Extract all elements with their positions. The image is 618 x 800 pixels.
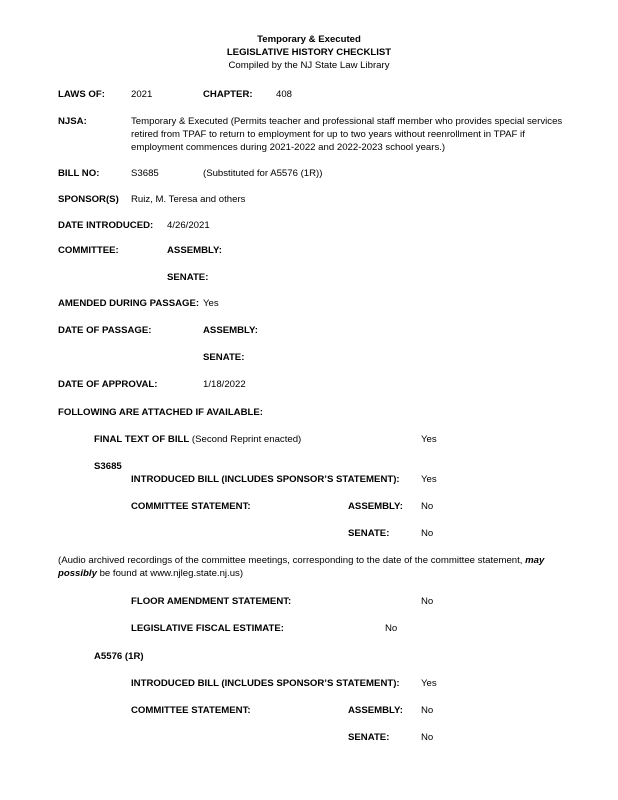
njsa-label: NJSA:: [58, 116, 87, 127]
njsa-line2: retired from TPAF to return to employment for up to two years without reenrollment in TPAF if: [131, 129, 525, 140]
s3685-committee-label: COMMITTEE STATEMENT:: [131, 501, 251, 512]
s3685-heading: S3685: [94, 461, 122, 472]
njsa-line3: employment commences during 2021-2022 and 2022-2023 school years.): [131, 142, 446, 153]
date-introduced-label: DATE INTRODUCED:: [58, 220, 154, 231]
s3685-senate-value: No: [421, 528, 434, 539]
s3685-introduced-value: Yes: [421, 474, 437, 485]
doc-title-line2: LEGISLATIVE HISTORY CHECKLIST: [226, 47, 392, 58]
chapter-value: 408: [276, 89, 293, 100]
passage-senate-label: SENATE:: [203, 352, 245, 363]
attached-heading: FOLLOWING ARE ATTACHED IF AVAILABLE:: [58, 407, 263, 418]
a5576-senate-value: No: [421, 732, 434, 743]
committee-senate-label: SENATE:: [167, 272, 209, 283]
s3685-senate-label: SENATE:: [348, 528, 390, 539]
a5576-committee-label: COMMITTEE STATEMENT:: [131, 705, 251, 716]
fiscal-estimate-label: LEGISLATIVE FISCAL ESTIMATE:: [131, 623, 284, 634]
audio-note-possibly: possibly: [58, 568, 97, 579]
date-introduced-value: 4/26/2021: [167, 220, 210, 231]
final-text-row: [94, 434, 301, 446]
date-of-passage-label: DATE OF PASSAGE:: [58, 325, 152, 336]
laws-of-value: 2021: [131, 89, 153, 100]
floor-amendment-value: No: [421, 596, 434, 607]
njsa-line1: Temporary & Executed (Permits teacher and professional staff member who provides special services: [131, 116, 563, 127]
amended-value: Yes: [203, 298, 219, 309]
final-text-value: Yes: [421, 434, 437, 445]
audio-note-text1: (Audio archived recordings of the committee meetings, corresponding to the date of the committee statement,: [58, 555, 526, 566]
a5576-introduced-value: Yes: [421, 678, 437, 689]
s3685-assembly-value: No: [421, 501, 434, 512]
final-text-note: (Second Reprint enacted): [191, 434, 302, 445]
date-of-approval-label: DATE OF APPROVAL:: [58, 379, 158, 390]
audio-note-may: may: [525, 555, 545, 566]
chapter-label: CHAPTER:: [203, 89, 253, 100]
a5576-assembly-label: ASSEMBLY:: [348, 705, 403, 716]
laws-of-label: LAWS OF:: [58, 89, 105, 100]
a5576-heading: A5576 (1R): [94, 651, 144, 662]
sponsors-value: Ruiz, M. Teresa and others: [131, 194, 246, 205]
audio-note-text2: be found at www.njleg.state.nj.us): [96, 568, 244, 579]
s3685-introduced-label: INTRODUCED BILL (INCLUDES SPONSOR’S STATEMENT):: [131, 474, 400, 485]
final-text-label: FINAL TEXT OF BILL: [94, 434, 190, 445]
a5576-introduced-label: INTRODUCED BILL (INCLUDES SPONSOR’S STATEMENT):: [131, 678, 400, 689]
s3685-assembly-label: ASSEMBLY:: [348, 501, 403, 512]
audio-note-line1: [58, 555, 544, 567]
amended-label: AMENDED DURING PASSAGE:: [58, 298, 200, 309]
bill-no-label: BILL NO:: [58, 168, 100, 179]
date-of-approval-value: 1/18/2022: [203, 379, 246, 390]
fiscal-estimate-value: No: [385, 623, 398, 634]
committee-assembly-label: ASSEMBLY:: [167, 245, 222, 256]
sponsors-label: SPONSOR(S): [58, 194, 119, 205]
doc-subtitle: Compiled by the NJ State Law Library: [228, 60, 390, 71]
a5576-assembly-value: No: [421, 705, 434, 716]
a5576-senate-label: SENATE:: [348, 732, 390, 743]
floor-amendment-label: FLOOR AMENDMENT STATEMENT:: [131, 596, 292, 607]
passage-assembly-label: ASSEMBLY:: [203, 325, 258, 336]
bill-no-value: S3685: [131, 168, 159, 179]
bill-substituted: (Substituted for A5576 (1R)): [203, 168, 323, 179]
committee-label: COMMITTEE:: [58, 245, 119, 256]
audio-note-line2: [58, 568, 243, 580]
doc-title-line1: Temporary & Executed: [257, 34, 361, 45]
